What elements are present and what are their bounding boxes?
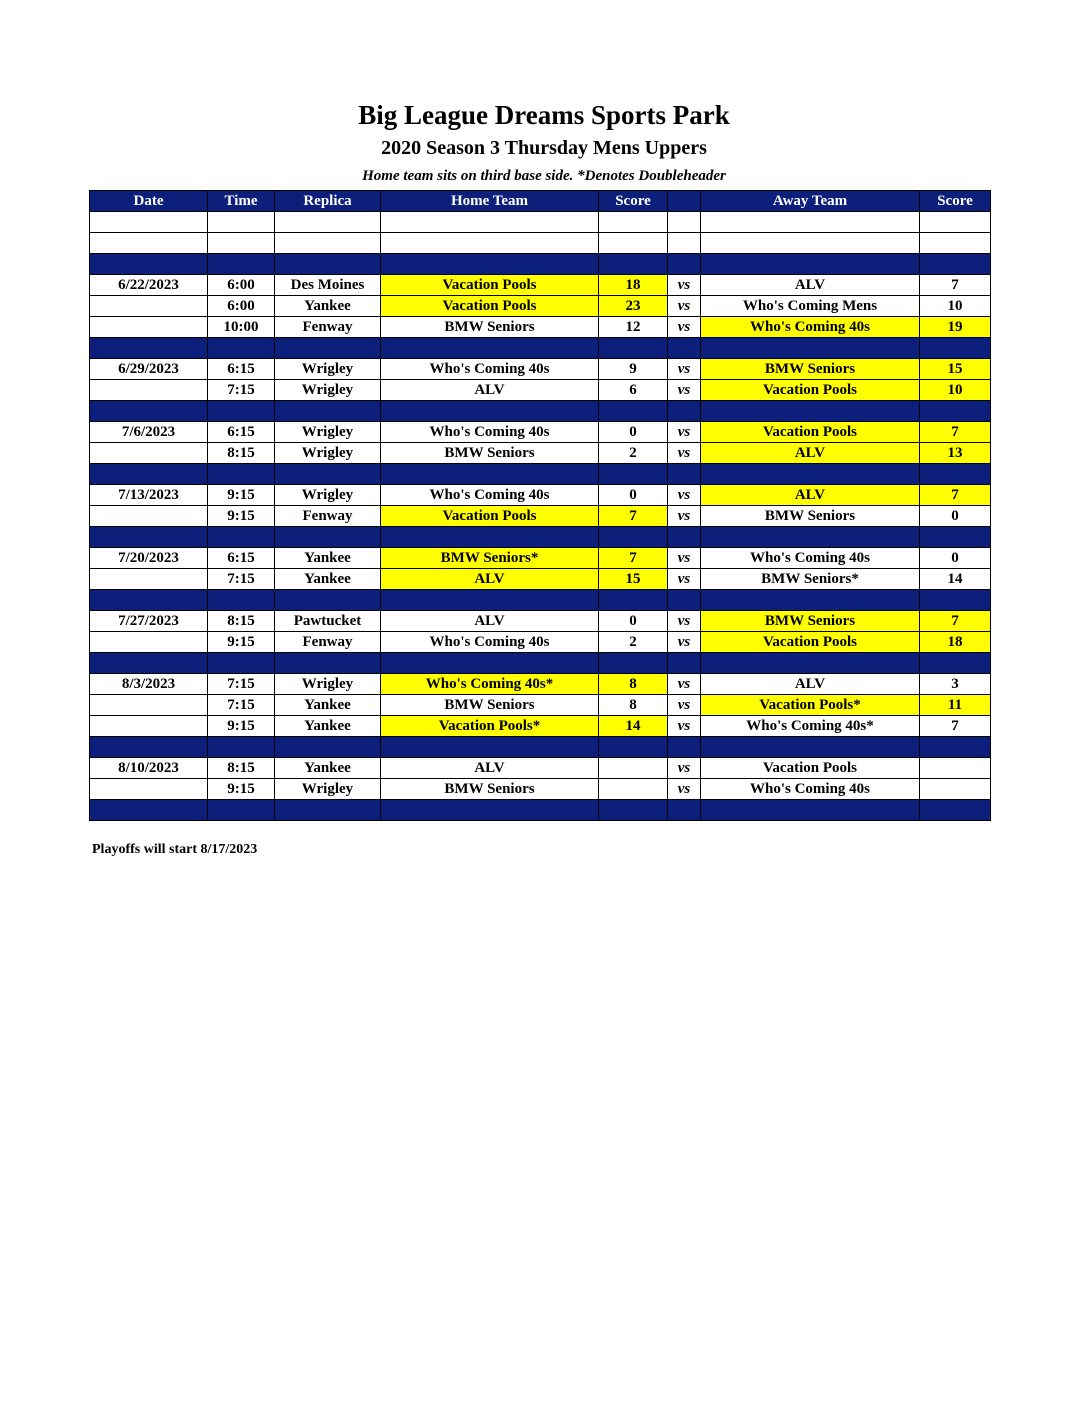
away-score-cell: 18 <box>920 632 991 653</box>
blank-cell <box>381 212 599 233</box>
replica-cell: Yankee <box>275 758 381 779</box>
date-cell <box>90 569 208 590</box>
separator-cell <box>599 590 668 611</box>
blank-cell <box>599 233 668 254</box>
game-row <box>90 548 991 569</box>
away-team-cell: BMW Seniors <box>701 611 920 632</box>
separator-cell <box>381 737 599 758</box>
home-team-cell: Vacation Pools <box>381 275 599 296</box>
separator-cell <box>381 653 599 674</box>
home-score-cell: 12 <box>599 317 668 338</box>
replica-cell: Wrigley <box>275 779 381 800</box>
blank-cell <box>275 212 381 233</box>
col-date: Date <box>90 191 208 212</box>
date-cell: 8/3/2023 <box>90 674 208 695</box>
date-cell <box>90 716 208 737</box>
date-cell <box>90 296 208 317</box>
away-team-cell: Vacation Pools <box>701 632 920 653</box>
away-score-cell: 7 <box>920 485 991 506</box>
home-team-cell: Vacation Pools <box>381 506 599 527</box>
separator-cell <box>275 737 381 758</box>
time-cell: 6:15 <box>208 359 275 380</box>
home-score-cell <box>599 758 668 779</box>
vs-cell: vs <box>668 632 701 653</box>
date-cell: 7/20/2023 <box>90 548 208 569</box>
separator-cell <box>208 464 275 485</box>
vs-cell: vs <box>668 422 701 443</box>
away-team-cell: BMW Seniors* <box>701 569 920 590</box>
replica-cell: Wrigley <box>275 674 381 695</box>
home-team-cell: Who's Coming 40s <box>381 485 599 506</box>
col-home-team: Home Team <box>381 191 599 212</box>
separator-cell <box>701 401 920 422</box>
replica-cell: Wrigley <box>275 380 381 401</box>
away-team-cell: Who's Coming 40s <box>701 317 920 338</box>
away-team-cell: ALV <box>701 443 920 464</box>
date-cell <box>90 779 208 800</box>
vs-cell: vs <box>668 275 701 296</box>
replica-cell: Yankee <box>275 695 381 716</box>
date-cell <box>90 506 208 527</box>
home-team-cell: BMW Seniors <box>381 779 599 800</box>
away-team-cell: Vacation Pools* <box>701 695 920 716</box>
blank-cell <box>90 233 208 254</box>
away-score-cell: 7 <box>920 422 991 443</box>
game-row <box>90 422 991 443</box>
separator-cell <box>208 653 275 674</box>
separator-cell <box>275 527 381 548</box>
separator-cell <box>701 800 920 821</box>
page-note: Home team sits on third base side. *Denotes Doubleheader <box>362 168 726 184</box>
date-cell <box>90 443 208 464</box>
game-row <box>90 632 991 653</box>
away-team-cell: Who's Coming 40s <box>701 779 920 800</box>
separator-cell <box>275 590 381 611</box>
blank-cell <box>701 212 920 233</box>
page-title: Big League Dreams Sports Park <box>358 100 730 130</box>
away-team-cell: Vacation Pools <box>701 422 920 443</box>
time-cell: 8:15 <box>208 758 275 779</box>
vs-cell: vs <box>668 485 701 506</box>
game-row <box>90 506 991 527</box>
vs-cell: vs <box>668 296 701 317</box>
date-cell <box>90 632 208 653</box>
time-cell: 9:15 <box>208 632 275 653</box>
away-team-cell: Who's Coming Mens <box>701 296 920 317</box>
home-score-cell: 8 <box>599 674 668 695</box>
separator-cell <box>599 737 668 758</box>
home-team-cell: Who's Coming 40s* <box>381 674 599 695</box>
home-score-cell: 9 <box>599 359 668 380</box>
game-row <box>90 359 991 380</box>
separator-cell <box>381 464 599 485</box>
replica-cell: Des Moines <box>275 275 381 296</box>
separator-cell <box>90 590 208 611</box>
game-row <box>90 443 991 464</box>
page-subtitle: 2020 Season 3 Thursday Mens Uppers <box>381 137 707 159</box>
col-time: Time <box>208 191 275 212</box>
separator-cell <box>668 254 701 275</box>
away-score-cell: 7 <box>920 611 991 632</box>
replica-cell: Yankee <box>275 569 381 590</box>
home-team-cell: BMW Seniors <box>381 317 599 338</box>
separator-cell <box>599 464 668 485</box>
date-cell: 7/13/2023 <box>90 485 208 506</box>
home-score-cell: 6 <box>599 380 668 401</box>
replica-cell: Pawtucket <box>275 611 381 632</box>
blank-cell <box>920 233 991 254</box>
separator-cell <box>90 737 208 758</box>
blank-cell <box>208 212 275 233</box>
separator-cell <box>701 653 920 674</box>
game-row <box>90 716 991 737</box>
separator-cell <box>599 254 668 275</box>
game-row <box>90 569 991 590</box>
home-score-cell: 23 <box>599 296 668 317</box>
time-cell: 6:00 <box>208 296 275 317</box>
date-cell: 8/10/2023 <box>90 758 208 779</box>
vs-cell: vs <box>668 779 701 800</box>
separator-cell <box>275 800 381 821</box>
blank-row <box>90 233 991 254</box>
separator-cell <box>701 737 920 758</box>
time-cell: 8:15 <box>208 443 275 464</box>
date-cell: 6/29/2023 <box>90 359 208 380</box>
separator-cell <box>208 590 275 611</box>
blank-cell <box>381 233 599 254</box>
home-score-cell: 0 <box>599 422 668 443</box>
replica-cell: Yankee <box>275 548 381 569</box>
vs-cell: vs <box>668 506 701 527</box>
replica-cell: Fenway <box>275 317 381 338</box>
vs-cell: vs <box>668 569 701 590</box>
col-away-team: Away Team <box>701 191 920 212</box>
col-replica: Replica <box>275 191 381 212</box>
separator-cell <box>90 254 208 275</box>
separator-cell <box>90 527 208 548</box>
vs-cell: vs <box>668 359 701 380</box>
time-cell: 6:00 <box>208 275 275 296</box>
away-score-cell: 14 <box>920 569 991 590</box>
separator-cell <box>599 653 668 674</box>
date-cell <box>90 317 208 338</box>
separator-cell <box>599 401 668 422</box>
separator-row <box>90 590 991 611</box>
game-row <box>90 317 991 338</box>
blank-row <box>90 212 991 233</box>
separator-row <box>90 737 991 758</box>
separator-row <box>90 800 991 821</box>
away-score-cell: 0 <box>920 506 991 527</box>
away-team-cell: Who's Coming 40s* <box>701 716 920 737</box>
time-cell: 8:15 <box>208 611 275 632</box>
game-row <box>90 695 991 716</box>
time-cell: 6:15 <box>208 548 275 569</box>
separator-cell <box>90 800 208 821</box>
home-team-cell: ALV <box>381 611 599 632</box>
separator-cell <box>275 338 381 359</box>
home-score-cell: 8 <box>599 695 668 716</box>
game-row <box>90 611 991 632</box>
home-score-cell: 14 <box>599 716 668 737</box>
game-row <box>90 296 991 317</box>
separator-cell <box>208 254 275 275</box>
col-vs <box>668 191 701 212</box>
separator-cell <box>668 527 701 548</box>
time-cell: 7:15 <box>208 380 275 401</box>
home-team-cell: ALV <box>381 569 599 590</box>
vs-cell: vs <box>668 695 701 716</box>
schedule-body <box>90 212 991 821</box>
time-cell: 7:15 <box>208 695 275 716</box>
blank-cell <box>208 233 275 254</box>
separator-cell <box>920 653 991 674</box>
away-score-cell: 0 <box>920 548 991 569</box>
replica-cell: Wrigley <box>275 485 381 506</box>
separator-cell <box>668 737 701 758</box>
away-team-cell: BMW Seniors <box>701 359 920 380</box>
home-team-cell: BMW Seniors <box>381 443 599 464</box>
separator-cell <box>381 254 599 275</box>
away-score-cell: 13 <box>920 443 991 464</box>
time-cell: 9:15 <box>208 716 275 737</box>
date-cell: 6/22/2023 <box>90 275 208 296</box>
blank-cell <box>920 212 991 233</box>
home-team-cell: BMW Seniors* <box>381 548 599 569</box>
home-team-cell: Vacation Pools* <box>381 716 599 737</box>
home-team-cell: Who's Coming 40s <box>381 422 599 443</box>
away-team-cell: ALV <box>701 485 920 506</box>
away-team-cell: Vacation Pools <box>701 758 920 779</box>
home-score-cell <box>599 779 668 800</box>
separator-cell <box>920 254 991 275</box>
separator-cell <box>381 527 599 548</box>
separator-cell <box>668 590 701 611</box>
away-score-cell: 10 <box>920 380 991 401</box>
time-cell: 6:15 <box>208 422 275 443</box>
away-score-cell: 3 <box>920 674 991 695</box>
blank-cell <box>275 233 381 254</box>
separator-cell <box>599 338 668 359</box>
separator-row <box>90 254 991 275</box>
home-score-cell: 7 <box>599 548 668 569</box>
separator-cell <box>599 527 668 548</box>
replica-cell: Fenway <box>275 506 381 527</box>
separator-cell <box>701 464 920 485</box>
game-row <box>90 758 991 779</box>
separator-row <box>90 653 991 674</box>
separator-cell <box>90 464 208 485</box>
home-score-cell: 2 <box>599 443 668 464</box>
footer-note: Playoffs will start 8/17/2023 <box>92 842 258 857</box>
separator-row <box>90 464 991 485</box>
date-cell <box>90 380 208 401</box>
time-cell: 9:15 <box>208 779 275 800</box>
game-row <box>90 779 991 800</box>
separator-cell <box>701 590 920 611</box>
time-cell: 7:15 <box>208 569 275 590</box>
home-team-cell: ALV <box>381 758 599 779</box>
blank-cell <box>668 233 701 254</box>
date-cell: 7/6/2023 <box>90 422 208 443</box>
away-score-cell <box>920 758 991 779</box>
time-cell: 9:15 <box>208 485 275 506</box>
separator-cell <box>381 590 599 611</box>
replica-cell: Fenway <box>275 632 381 653</box>
separator-row <box>90 401 991 422</box>
blank-cell <box>701 233 920 254</box>
separator-row <box>90 338 991 359</box>
blank-cell <box>90 212 208 233</box>
separator-cell <box>920 737 991 758</box>
vs-cell: vs <box>668 380 701 401</box>
vs-cell: vs <box>668 443 701 464</box>
replica-cell: Yankee <box>275 716 381 737</box>
away-score-cell: 11 <box>920 695 991 716</box>
date-cell: 7/27/2023 <box>90 611 208 632</box>
separator-cell <box>701 527 920 548</box>
time-cell: 9:15 <box>208 506 275 527</box>
separator-cell <box>920 527 991 548</box>
vs-cell: vs <box>668 548 701 569</box>
separator-cell <box>90 653 208 674</box>
separator-cell <box>920 338 991 359</box>
separator-cell <box>381 338 599 359</box>
time-cell: 7:15 <box>208 674 275 695</box>
separator-cell <box>90 338 208 359</box>
separator-cell <box>920 464 991 485</box>
game-row <box>90 275 991 296</box>
away-team-cell: ALV <box>701 674 920 695</box>
separator-cell <box>208 527 275 548</box>
separator-cell <box>668 401 701 422</box>
separator-cell <box>668 800 701 821</box>
home-score-cell: 7 <box>599 506 668 527</box>
separator-cell <box>701 254 920 275</box>
home-team-cell: ALV <box>381 380 599 401</box>
away-score-cell: 7 <box>920 716 991 737</box>
home-score-cell: 0 <box>599 611 668 632</box>
vs-cell: vs <box>668 758 701 779</box>
away-score-cell: 7 <box>920 275 991 296</box>
separator-cell <box>920 800 991 821</box>
blank-cell <box>668 212 701 233</box>
separator-row <box>90 527 991 548</box>
vs-cell: vs <box>668 611 701 632</box>
home-team-cell: Vacation Pools <box>381 296 599 317</box>
game-row <box>90 485 991 506</box>
home-score-cell: 2 <box>599 632 668 653</box>
separator-cell <box>381 800 599 821</box>
separator-cell <box>920 401 991 422</box>
away-score-cell: 19 <box>920 317 991 338</box>
home-score-cell: 15 <box>599 569 668 590</box>
replica-cell: Wrigley <box>275 443 381 464</box>
away-score-cell <box>920 779 991 800</box>
away-score-cell: 10 <box>920 296 991 317</box>
separator-cell <box>668 653 701 674</box>
home-team-cell: Who's Coming 40s <box>381 359 599 380</box>
separator-cell <box>275 653 381 674</box>
vs-cell: vs <box>668 674 701 695</box>
home-team-cell: BMW Seniors <box>381 695 599 716</box>
home-team-cell: Who's Coming 40s <box>381 632 599 653</box>
separator-cell <box>668 338 701 359</box>
separator-cell <box>208 401 275 422</box>
replica-cell: Wrigley <box>275 359 381 380</box>
separator-cell <box>275 401 381 422</box>
separator-cell <box>275 464 381 485</box>
separator-cell <box>599 800 668 821</box>
away-team-cell: Vacation Pools <box>701 380 920 401</box>
separator-cell <box>381 401 599 422</box>
separator-cell <box>668 464 701 485</box>
date-cell <box>90 695 208 716</box>
away-team-cell: Who's Coming 40s <box>701 548 920 569</box>
replica-cell: Wrigley <box>275 422 381 443</box>
away-team-cell: ALV <box>701 275 920 296</box>
separator-cell <box>90 401 208 422</box>
game-row <box>90 380 991 401</box>
col-home-score: Score <box>599 191 668 212</box>
separator-cell <box>920 590 991 611</box>
vs-cell: vs <box>668 716 701 737</box>
separator-cell <box>701 338 920 359</box>
separator-cell <box>208 800 275 821</box>
separator-cell <box>208 737 275 758</box>
home-score-cell: 0 <box>599 485 668 506</box>
away-score-cell: 15 <box>920 359 991 380</box>
col-away-score: Score <box>920 191 991 212</box>
separator-cell <box>208 338 275 359</box>
schedule-table <box>89 190 991 821</box>
vs-cell: vs <box>668 317 701 338</box>
replica-cell: Yankee <box>275 296 381 317</box>
away-team-cell: BMW Seniors <box>701 506 920 527</box>
home-score-cell: 18 <box>599 275 668 296</box>
separator-cell <box>275 254 381 275</box>
blank-cell <box>599 212 668 233</box>
time-cell: 10:00 <box>208 317 275 338</box>
header-row <box>90 191 991 212</box>
game-row <box>90 674 991 695</box>
